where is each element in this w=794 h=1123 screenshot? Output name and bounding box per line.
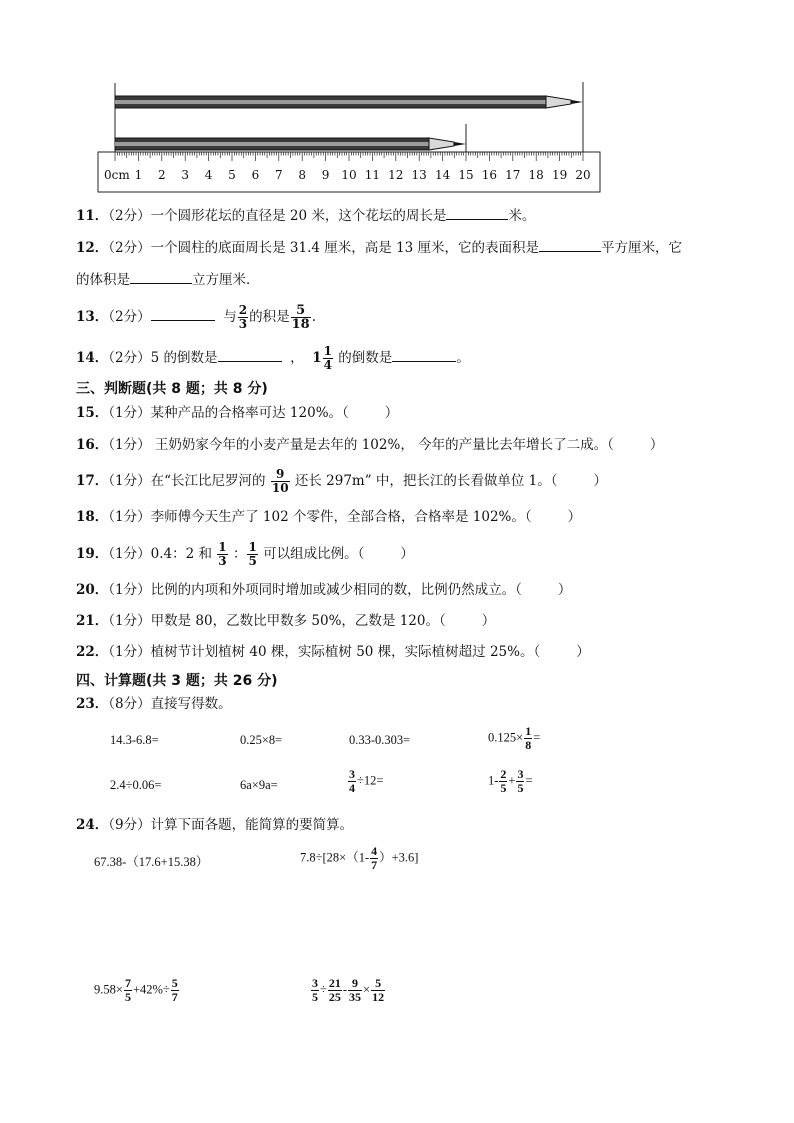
- question-number: 23．: [76, 696, 109, 712]
- question-number: 13．: [76, 309, 109, 325]
- close-paren: ）: [557, 582, 572, 598]
- close-paren: ）: [400, 546, 414, 562]
- question-16: [76, 435, 663, 455]
- question-text: ，: [290, 350, 304, 366]
- question-15: [76, 403, 398, 423]
- period: .: [311, 309, 316, 325]
- question-text: 的积是: [249, 309, 290, 325]
- expression: [347, 768, 383, 795]
- pencils: [115, 82, 583, 152]
- fraction: $\frac{4}{7}$: [371, 844, 378, 872]
- expr-part: ×: [363, 982, 371, 997]
- question-score: （2分）: [108, 240, 151, 256]
- close-paren: ）: [384, 405, 399, 421]
- question-text: 还长 297m” 中，把长江的长看做单位 1。（: [294, 473, 558, 489]
- ruler-label: 2: [157, 168, 166, 182]
- ratio-colon: ：: [232, 546, 247, 562]
- pencil-short: [115, 124, 466, 152]
- ruler-label: 11: [364, 168, 381, 182]
- question-score: （2分）: [108, 208, 151, 224]
- fraction: $\frac{2}{3}$: [238, 303, 248, 331]
- expr-part: ÷12=: [357, 773, 384, 788]
- ruler-label: 8: [298, 168, 307, 182]
- expr-part: ÷: [320, 982, 327, 997]
- question-number: 11．: [76, 208, 109, 224]
- ruler-label: 17: [505, 168, 521, 182]
- fraction: $\frac{21}{25}$: [328, 976, 341, 1004]
- question-score: （1分）: [108, 546, 151, 562]
- question-19: [76, 541, 414, 568]
- question-text: 的倒数是: [338, 350, 393, 366]
- question-text: 李师傅今天生产了 102 个零件，全部合格，合格率是 102%。（: [150, 509, 532, 525]
- fraction: $\frac{1}{5}$: [248, 540, 257, 568]
- ruler-label: 1: [134, 168, 143, 182]
- question-text: 米。: [508, 208, 536, 224]
- ruler-label: 6: [251, 168, 260, 182]
- question-score: （8分）: [108, 696, 151, 712]
- question-score: （1分）: [108, 509, 151, 525]
- fraction: $\frac{9}{10}$: [271, 467, 289, 495]
- question-text: 5 的倒数是: [150, 350, 218, 366]
- question-score: （1分）: [108, 473, 151, 489]
- question-12: [76, 237, 682, 258]
- question-score: （1分）: [108, 613, 151, 629]
- answer-blank[interactable]: [151, 306, 215, 321]
- ruler-label: 20: [575, 168, 591, 182]
- question-number: 24．: [76, 817, 109, 833]
- question-text: 直接写得数。: [150, 696, 232, 712]
- section-heading-calculation: 四、计算题(共 3 题；共 26 分): [76, 673, 278, 689]
- fraction: $\frac{3}{5}$: [312, 976, 318, 1004]
- question-text: 可以组成比例。（: [263, 546, 365, 562]
- answer-blank[interactable]: [218, 347, 282, 362]
- expression: 67.38-（17.6+15.38）: [94, 855, 209, 869]
- fraction: $\frac{5}{12}$: [372, 976, 385, 1004]
- question-text: 一个圆柱的底面周长是 31.4 厘米，高是 13 厘米，它的表面积是: [150, 240, 540, 256]
- question-20: [76, 580, 571, 600]
- pencil-stripe: [115, 100, 546, 104]
- answer-blank[interactable]: [130, 269, 192, 284]
- question-text: 立方厘米．: [192, 272, 260, 288]
- expr-part: -: [342, 982, 348, 997]
- close-paren: ）: [649, 437, 664, 453]
- pencil-lead: [571, 100, 583, 104]
- question-number: 14．: [76, 350, 109, 366]
- fraction: $\frac{5}{18}$: [291, 303, 310, 332]
- expr-part: ）+3.6]: [379, 850, 419, 865]
- question-score: （2分）: [108, 350, 151, 366]
- pencil-wood-tip: [546, 96, 571, 108]
- question-17: [76, 468, 607, 495]
- question-number: 20．: [76, 582, 109, 598]
- question-number: 22．: [76, 644, 109, 660]
- question-score: （1分）: [108, 405, 151, 421]
- question-11: [76, 205, 535, 226]
- expr-part: +: [508, 773, 516, 788]
- expression: [300, 845, 418, 872]
- expression: [94, 977, 180, 1004]
- ruler-label: 3: [181, 168, 190, 182]
- fraction: $\frac{7}{5}$: [124, 976, 131, 1004]
- expr-part: 9.58×: [94, 982, 123, 997]
- question-number: 18．: [76, 509, 109, 525]
- expr-part: 1-: [488, 773, 499, 788]
- ruler-figure: [0, 0, 794, 200]
- fraction: $\frac{5}{7}$: [171, 976, 178, 1004]
- question-18: [76, 507, 581, 527]
- question-number: 19．: [76, 546, 109, 562]
- expr-part: +42%÷: [132, 982, 170, 997]
- question-text: 。: [456, 350, 470, 366]
- close-paren: ）: [567, 509, 582, 525]
- question-21: [76, 611, 495, 631]
- fraction: $\frac{1}{4}$: [323, 344, 332, 372]
- expression: [310, 977, 386, 1004]
- question-text: 一个圆形花坛的直径是 20 米，这个花坛的周长是: [150, 208, 447, 224]
- pencil-lead: [454, 142, 466, 146]
- question-score: （2分）: [108, 309, 151, 325]
- question-text: 王奶奶家今年的小麦产量是去年的 102%， 今年的产量比去年增长了二成。（: [150, 437, 614, 453]
- question-number: 15．: [76, 405, 109, 421]
- question-24: [76, 815, 353, 835]
- fraction: $\frac{1}{3}$: [218, 540, 227, 568]
- ruler: [98, 152, 600, 192]
- fraction: $\frac{1}{8}$: [525, 724, 532, 752]
- pencil-stripe: [115, 142, 429, 146]
- ruler-label: 4: [204, 168, 213, 182]
- fraction: $\frac{2}{5}$: [500, 767, 507, 795]
- answer-blank[interactable]: [539, 237, 601, 252]
- ruler-label: 12: [388, 168, 404, 182]
- question-text: 在“长江比尼罗河的: [150, 473, 266, 489]
- question-text: 某种产品的合格率可达 120%。（: [150, 405, 349, 421]
- fraction: $\frac{9}{35}$: [349, 976, 362, 1004]
- close-paren: ）: [481, 613, 496, 629]
- question-22: [76, 642, 590, 662]
- question-text: 甲数是 80，乙数比甲数多 50%，乙数是 120。（: [150, 613, 446, 629]
- question-score: （1分）: [108, 582, 151, 598]
- question-number: 17．: [76, 473, 109, 489]
- close-paren: ）: [593, 473, 608, 489]
- question-number: 16．: [76, 437, 109, 453]
- ruler-label: 13: [411, 168, 427, 182]
- expression: [488, 725, 540, 752]
- question-text: 植树节计划植树 40 棵，实际植树 50 棵，实际植树超过 25%。（: [150, 644, 541, 660]
- ruler-label: 19: [551, 168, 568, 182]
- question-23: [76, 694, 232, 714]
- ruler-label: 10: [341, 168, 357, 182]
- close-paren: ）: [576, 644, 590, 660]
- ruler-label: 18: [528, 168, 544, 182]
- expr-part: 0.125×: [488, 730, 524, 745]
- question-text: 比例的内项和外项同时增加或减少相同的数，比例仍然成立。（: [150, 582, 522, 598]
- section-heading-judgement: 三、判断题(共 8 题；共 8 分): [76, 381, 268, 397]
- question-text: 与: [223, 309, 237, 325]
- question-text: 平方厘米，它: [601, 240, 683, 256]
- expression: 6a×9a=: [240, 778, 278, 792]
- expression: 0.33-0.303=: [349, 733, 411, 747]
- answer-blank[interactable]: [392, 347, 456, 362]
- mixed-number-whole: 1: [312, 350, 322, 366]
- fraction: $\frac{3}{5}$: [517, 767, 524, 795]
- answer-blank[interactable]: [446, 205, 508, 220]
- question-text: 0.4：2 和: [150, 546, 212, 562]
- expression: 2.4÷0.06=: [110, 778, 162, 792]
- question-score: （1分）: [108, 644, 151, 660]
- expr-part: =: [533, 730, 541, 745]
- question-14: [76, 345, 470, 372]
- question-score: （1分）: [108, 437, 151, 453]
- question-text: 的体积是: [76, 272, 130, 288]
- expr-part: =: [525, 773, 533, 788]
- question-12-line2: [76, 269, 260, 290]
- ruler-label: 0cm: [104, 168, 130, 182]
- question-number: 21．: [76, 613, 109, 629]
- expression: 14.3-6.8=: [110, 733, 159, 747]
- ruler-label: 15: [458, 168, 474, 182]
- ruler-label: 16: [481, 168, 498, 182]
- question-13: [76, 304, 316, 331]
- expression: 0.25×8=: [240, 733, 283, 747]
- expr-part: 7.8÷[28×（1-: [300, 850, 370, 865]
- question-text: 计算下面各题，能简算的要简算。: [150, 817, 354, 833]
- ruler-label: 9: [321, 168, 330, 182]
- expression: [488, 768, 533, 795]
- question-score: （9分）: [108, 817, 151, 833]
- pencil-wood-tip: [429, 138, 454, 150]
- fraction: $\frac{3}{4}$: [349, 767, 355, 795]
- ruler-label: 14: [434, 168, 451, 182]
- question-number: 12．: [76, 240, 109, 256]
- ruler-label: 7: [274, 168, 283, 182]
- ruler-label: 5: [228, 168, 236, 182]
